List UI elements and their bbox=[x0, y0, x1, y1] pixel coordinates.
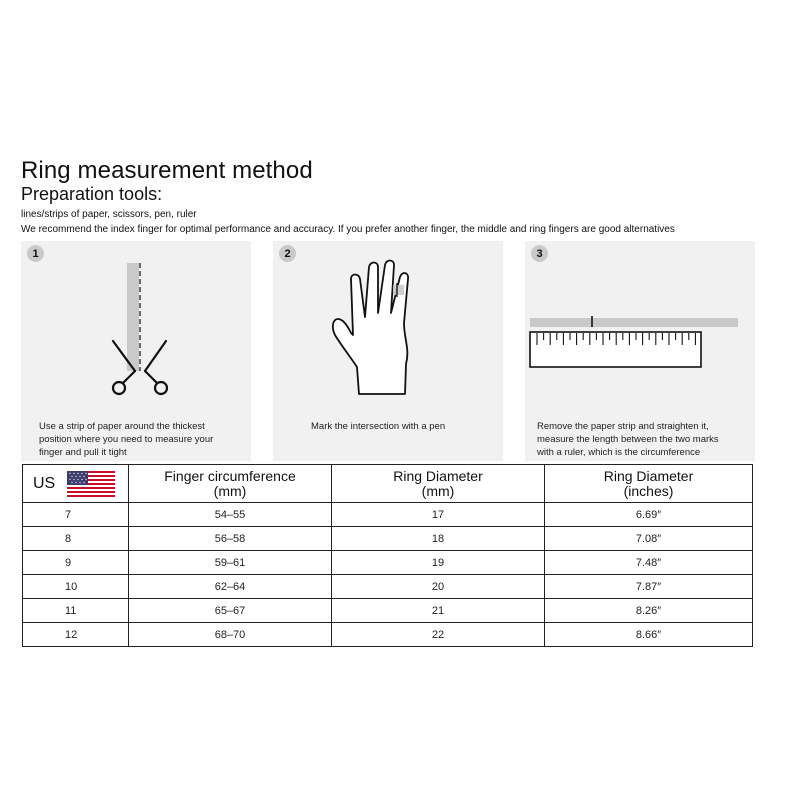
table-row bbox=[23, 623, 753, 647]
diameter-mm-cell: 17 bbox=[332, 503, 545, 527]
diameter-mm-cell: 20 bbox=[332, 575, 545, 599]
circumference-cell: 56–58 bbox=[129, 527, 332, 551]
page-title: Ring measurement method bbox=[21, 157, 313, 184]
table-row bbox=[23, 527, 753, 551]
ring-diameter-mm-header: Ring Diameter (mm) bbox=[332, 465, 545, 503]
us-size-cell: 7 bbox=[23, 503, 129, 527]
preparation-tools-heading: Preparation tools: bbox=[21, 184, 163, 204]
step-2-caption: Mark the intersection with a pen bbox=[311, 421, 446, 432]
step-3-badge: 3 bbox=[531, 245, 548, 262]
ring-size-table bbox=[22, 464, 753, 647]
diameter-inches-cell: 7.87″ bbox=[545, 575, 753, 599]
ring-diameter-inches-header: Ring Diameter (inches) bbox=[545, 465, 753, 503]
table-row bbox=[23, 503, 753, 527]
diameter-inches-cell: 7.08″ bbox=[545, 527, 753, 551]
us-size-cell: 12 bbox=[23, 623, 129, 647]
us-label: US bbox=[33, 475, 56, 492]
hand-icon bbox=[273, 249, 503, 399]
tools-list: lines/strips of paper, scissors, pen, ruler bbox=[21, 209, 197, 220]
table-row bbox=[23, 599, 753, 623]
table-header-row bbox=[23, 465, 753, 503]
us-size-cell: 9 bbox=[23, 551, 129, 575]
circumference-cell: 65–67 bbox=[129, 599, 332, 623]
step-1-panel bbox=[21, 241, 251, 461]
us-flag-icon bbox=[67, 471, 115, 497]
ruler-icon bbox=[525, 241, 755, 391]
step-2-panel bbox=[273, 241, 503, 461]
circumference-cell: 68–70 bbox=[129, 623, 332, 647]
us-size-header bbox=[23, 465, 129, 503]
diameter-inches-cell: 7.48″ bbox=[545, 551, 753, 575]
circumference-cell: 59–61 bbox=[129, 551, 332, 575]
diameter-inches-cell: 8.26″ bbox=[545, 599, 753, 623]
step-3-panel bbox=[525, 241, 755, 461]
diameter-inches-cell: 8.66″ bbox=[545, 623, 753, 647]
step-1-caption: Use a strip of paper around the thickest position where you need to measure your finger and pull it tight bbox=[39, 421, 214, 458]
diameter-inches-cell: 6.69″ bbox=[545, 503, 753, 527]
finger-circumference-header: Finger circumference (mm) bbox=[129, 465, 332, 503]
diameter-mm-cell: 19 bbox=[332, 551, 545, 575]
us-size-cell: 11 bbox=[23, 599, 129, 623]
us-size-cell: 8 bbox=[23, 527, 129, 551]
table-row bbox=[23, 551, 753, 575]
finger-recommendation: We recommend the index finger for optimal performance and accuracy. If you prefer another finger, the middle and ring fingers are good alternatives bbox=[21, 224, 675, 235]
diameter-mm-cell: 18 bbox=[332, 527, 545, 551]
step-1-badge: 1 bbox=[27, 245, 44, 262]
circumference-cell: 54–55 bbox=[129, 503, 332, 527]
diameter-mm-cell: 21 bbox=[332, 599, 545, 623]
us-size-cell: 10 bbox=[23, 575, 129, 599]
circumference-cell: 62–64 bbox=[129, 575, 332, 599]
step-3-caption: Remove the paper strip and straighten it, measure the length between the two marks with a ruler, which is the circumference bbox=[537, 421, 719, 458]
diameter-mm-cell: 22 bbox=[332, 623, 545, 647]
table-row bbox=[23, 575, 753, 599]
step-2-badge: 2 bbox=[279, 245, 296, 262]
scissors-paper-strip-icon bbox=[21, 259, 251, 409]
